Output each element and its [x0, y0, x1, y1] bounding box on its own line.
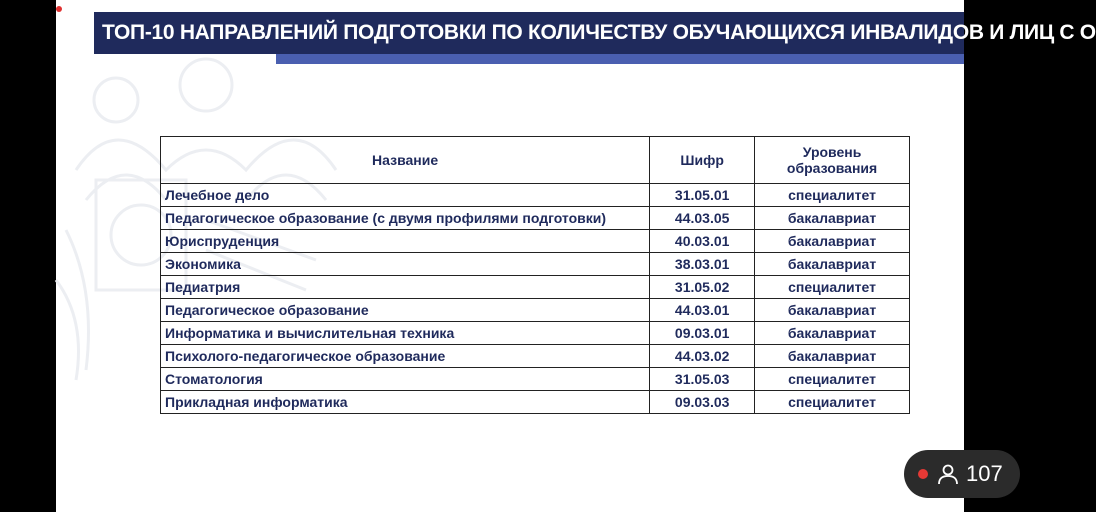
person-icon: [936, 462, 960, 486]
slide-title-bar: [94, 12, 1096, 54]
header-name: Название: [161, 137, 650, 184]
row-code: 31.05.03: [650, 368, 755, 391]
row-name: Педиатрия: [161, 276, 650, 299]
header-level-line2: образования: [786, 160, 878, 176]
table-row: [161, 345, 910, 368]
row-code: 09.03.03: [650, 391, 755, 414]
row-level: бакалавриат: [755, 230, 910, 253]
row-name: Экономика: [161, 253, 650, 276]
row-level: специалитет: [755, 184, 910, 207]
table-header-row: [161, 137, 910, 184]
row-name: Стоматология: [161, 368, 650, 391]
row-code: 09.03.01: [650, 322, 755, 345]
row-name: Лечебное дело: [161, 184, 650, 207]
row-code: 44.03.02: [650, 345, 755, 368]
participants-counter-button[interactable]: [904, 450, 1020, 498]
row-name: Психолого-педагогическое образование: [161, 345, 650, 368]
participants-count: 107: [966, 461, 1003, 486]
header-level: [755, 137, 910, 184]
row-code: 44.03.05: [650, 207, 755, 230]
row-level: бакалавриат: [755, 299, 910, 322]
row-level: специалитет: [755, 276, 910, 299]
table-row: [161, 368, 910, 391]
row-name: Педагогическое образование: [161, 299, 650, 322]
slide-title: ТОП-10 НАПРАВЛЕНИЙ ПОДГОТОВКИ ПО КОЛИЧЕСТВУ ОБУЧАЮЩИХСЯ ИНВАЛИДОВ И ЛИЦ С О: [102, 21, 1096, 44]
row-level: бакалавриат: [755, 253, 910, 276]
row-level: бакалавриат: [755, 322, 910, 345]
table-row: [161, 184, 910, 207]
row-level: специалитет: [755, 391, 910, 414]
row-level: специалитет: [755, 368, 910, 391]
live-indicator-icon: [918, 469, 928, 479]
row-code: 38.03.01: [650, 253, 755, 276]
row-code: 40.03.01: [650, 230, 755, 253]
directions-table: [160, 136, 910, 414]
row-name: Юриспруденция: [161, 230, 650, 253]
row-code: 31.05.01: [650, 184, 755, 207]
row-level: бакалавриат: [755, 207, 910, 230]
table-row: [161, 391, 910, 414]
table-row: [161, 230, 910, 253]
title-accent-stripe: [276, 54, 964, 64]
header-level-line1: Уровень: [802, 144, 862, 160]
table-row: [161, 207, 910, 230]
row-name: Прикладная информатика: [161, 391, 650, 414]
row-code: 31.05.02: [650, 276, 755, 299]
row-level: бакалавриат: [755, 345, 910, 368]
row-code: 44.03.01: [650, 299, 755, 322]
row-name: Педагогическое образование (с двумя профилями подготовки): [161, 207, 650, 230]
table-row: [161, 299, 910, 322]
table-row: [161, 276, 910, 299]
table-row: [161, 322, 910, 345]
table-row: [161, 253, 910, 276]
header-code: Шифр: [650, 137, 755, 184]
row-name: Информатика и вычислительная техника: [161, 322, 650, 345]
recording-dot: [56, 6, 62, 12]
